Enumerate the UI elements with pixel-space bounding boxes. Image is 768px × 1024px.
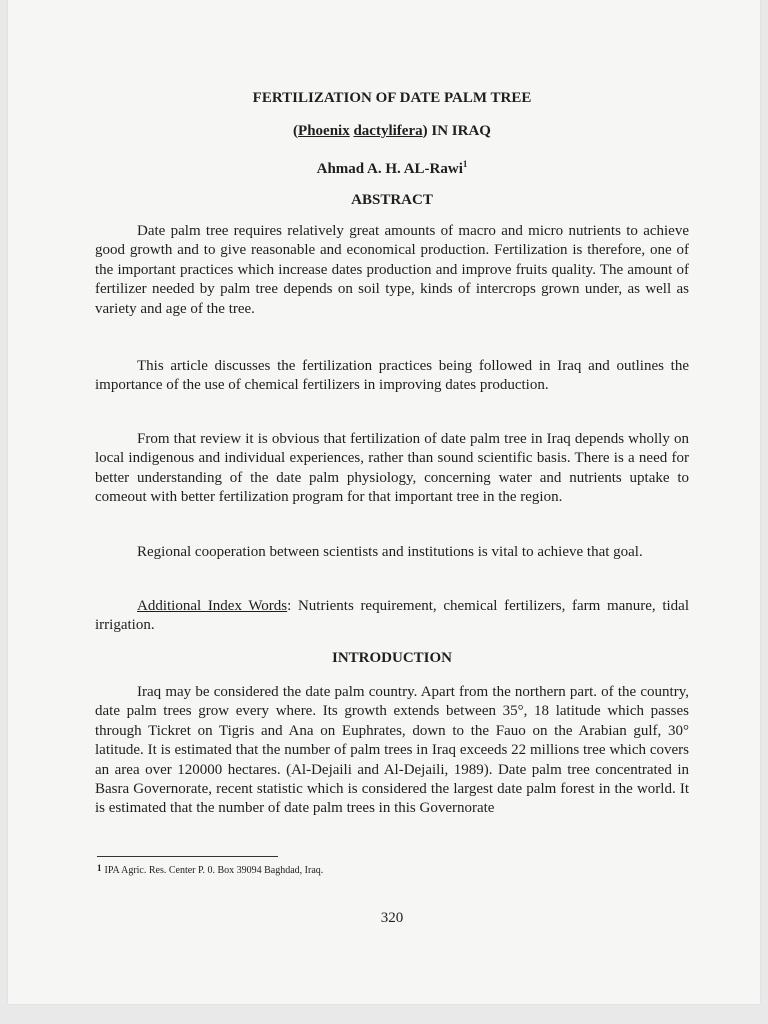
abstract-paragraph: This article discusses the fertilization practices being followed in Iraq and outlines the importance of the use of chemical fertilizers in improving dates production. (95, 358, 689, 394)
introduction-heading: INTRODUCTION (331, 650, 452, 666)
footnote (97, 863, 323, 876)
document-page (8, 0, 760, 1004)
subtitle-suffix: IN IRAQ (431, 123, 491, 139)
paper-subtitle: (Phoenix dactylifera) IN IRAQ (293, 123, 491, 139)
abstract-paragraph: Regional cooperation between scientists and institutions is vital to achieve that goal. (137, 544, 643, 560)
genus-name: Phoenix (298, 123, 350, 139)
abstract-paragraph: From that review it is obvious that fertilization of date palm tree in Iraq depends wholly on local indigenous and individual experiences, rather than sound scientific basis. There is a need for better understanding of the date palm physiology, concerning water and nutrients uptake to comeout with better fertilization program for that important tree in the region. (95, 431, 689, 506)
keywords-label: Additional Index Words (137, 598, 288, 614)
footnote-divider (97, 856, 278, 857)
species-name: dactylifera (353, 123, 423, 139)
author-line (95, 160, 689, 177)
page-number: 320 (380, 910, 404, 926)
keywords-paragraph (95, 597, 689, 636)
keywords-text: : Nutrients requirement, chemical fertilizers, farm manure, tidal irrigation. (95, 598, 689, 634)
footnote-mark: 1 (97, 863, 102, 873)
abstract-heading: ABSTRACT (351, 192, 433, 208)
footnote-text: IPA Agric. Res. Center P. 0. Box 39094 Baghdad, Iraq. (104, 865, 324, 876)
paper-title: FERTILIZATION OF DATE PALM TREE (252, 90, 532, 106)
abstract-paragraph: Date palm tree requires relatively great amounts of macro and micro nutrients to achieve good growth and to give reasonable and economical production. Fertilization is therefore, one of the important practices which increase dates production and improve fruits quality. The amount of fertilizer needed by palm tree depends on soil type, kinds of intercrops grown under, as well as variety and age of the tree. (95, 223, 689, 317)
introduction-paragraph: Iraq may be considered the date palm country. Apart from the northern part. of the country, date palm trees grow every where. Its growth extends between 35°, 18 latitude which passes through Tickret on Tigris and Ana on Euphrates, down to the Fauo on the Arabian gulf, 30° latitude. It is estimated that the number of palm trees in Iraq exceeds 22 millions tree which covers an area over 120000 hectares. (Al-Dejaili and Al-Dejaili, 1989). Date palm tree concentrated in Basra Governorate, recent statistic which is considered the largest date palm forest in the world. It is estimated that the number of date palm trees in this Governorate (95, 684, 689, 817)
author-name: Ahmad A. H. AL-Rawi (316, 161, 463, 177)
author-footnote-mark: 1 (462, 159, 468, 169)
